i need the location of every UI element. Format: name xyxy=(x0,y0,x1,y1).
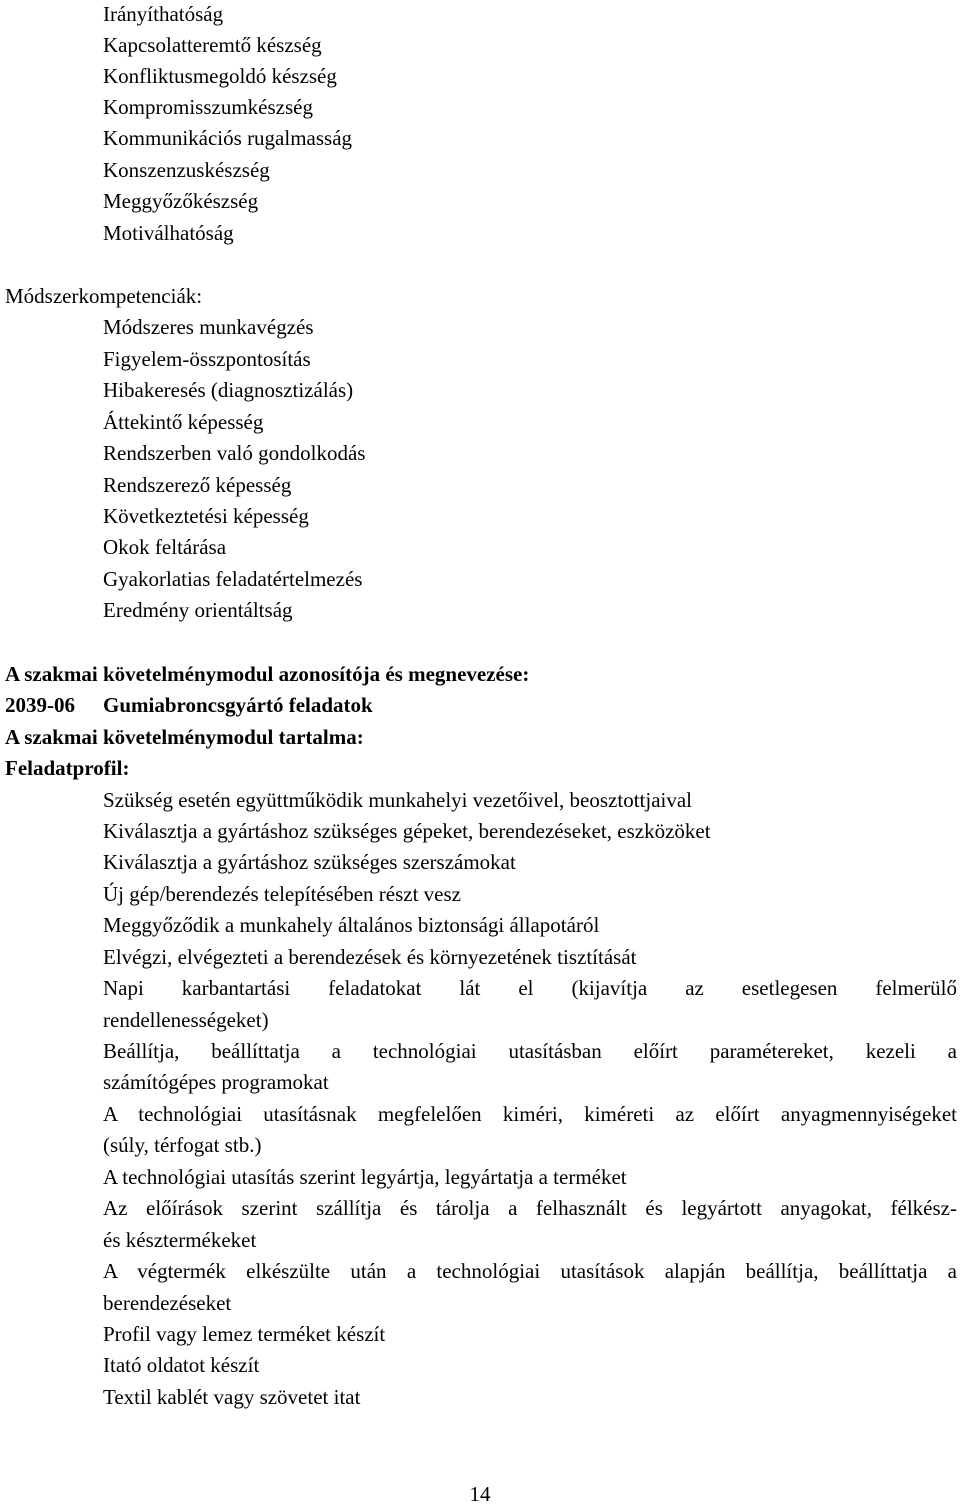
task-item-continuation: (súly, térfogat stb.) xyxy=(103,1133,262,1157)
method-skill-item: Következtetési képesség xyxy=(103,504,309,528)
soft-skill-item: Meggyőzőkészség xyxy=(103,189,259,213)
task-item: Napi karbantartási feladatokat lát el (kijavítja az esetlegesen felmerülő xyxy=(103,976,957,1000)
soft-skill-item: Kommunikációs rugalmasság xyxy=(103,126,353,150)
method-competences-heading: Módszerkompetenciák: xyxy=(5,284,203,308)
soft-skill-item: Kompromisszumkészség xyxy=(103,95,313,119)
method-skill-item: Rendszerben való gondolkodás xyxy=(103,441,366,465)
task-item: Kiválasztja a gyártáshoz szükséges gépeket, berendezéseket, eszközöket xyxy=(103,819,711,843)
task-item-continuation: berendezéseket xyxy=(103,1291,232,1315)
soft-skill-item: Motiválhatóság xyxy=(103,221,234,245)
module-content-heading: A szakmai követelménymodul tartalma: xyxy=(5,725,364,749)
task-item: A végtermék elkészülte után a technológiai utasítások alapján beállítja, beállíttatja a xyxy=(103,1259,957,1283)
module-name: Gumiabroncsgyártó feladatok xyxy=(103,693,373,717)
task-item-continuation: számítógépes programokat xyxy=(103,1070,329,1094)
task-item: Új gép/berendezés telepítésében részt vesz xyxy=(103,882,461,906)
task-item: Beállítja, beállíttatja a technológiai utasításban előírt paramétereket, kezeli a xyxy=(103,1039,957,1063)
method-skill-item: Hibakeresés (diagnosztizálás) xyxy=(103,378,354,402)
soft-skill-item: Irányíthatóság xyxy=(103,2,224,26)
soft-skill-item: Konfliktusmegoldó készség xyxy=(103,64,337,88)
task-profile-heading: Feladatprofil: xyxy=(5,756,130,780)
task-item: Szükség esetén együttműködik munkahelyi vezetőivel, beosztottjaival xyxy=(103,788,693,812)
task-item: Elvégzi, elvégezteti a berendezések és környezetének tisztítását xyxy=(103,945,637,969)
task-item-continuation: rendellenességeket) xyxy=(103,1008,269,1032)
method-skill-item: Áttekintő képesség xyxy=(103,410,264,434)
method-skill-item: Figyelem-összpontosítás xyxy=(103,347,311,371)
module-id-heading: A szakmai követelménymodul azonosítója és megnevezése: xyxy=(5,662,530,686)
method-skill-item: Eredmény orientáltság xyxy=(103,598,293,622)
page-number: 14 xyxy=(469,1482,491,1506)
task-item: A technológiai utasításnak megfelelően kiméri, kiméreti az előírt anyagmennyiségeket xyxy=(103,1102,957,1126)
method-skill-item: Rendszerező képesség xyxy=(103,473,292,497)
soft-skill-item: Kapcsolatteremtő készség xyxy=(103,33,322,57)
soft-skill-item: Konszenzuskészség xyxy=(103,158,270,182)
task-item: Textil kablét vagy szövetet itat xyxy=(103,1385,361,1409)
task-item: Profil vagy lemez terméket készít xyxy=(103,1322,386,1346)
task-item: A technológiai utasítás szerint legyártja, legyártatja a terméket xyxy=(103,1165,627,1189)
task-item: Az előírások szerint szállítja és tárolja a felhasznált és legyártott anyagokat, félkész- xyxy=(103,1196,957,1220)
task-item: Kiválasztja a gyártáshoz szükséges szerszámokat xyxy=(103,850,516,874)
task-item: Itató oldatot készít xyxy=(103,1353,260,1377)
module-code: 2039-06 xyxy=(5,693,75,717)
method-skill-item: Okok feltárása xyxy=(103,535,227,559)
task-item-continuation: és késztermékeket xyxy=(103,1228,257,1252)
method-skill-item: Gyakorlatias feladatértelmezés xyxy=(103,567,363,591)
task-item: Meggyőződik a munkahely általános biztonsági állapotáról xyxy=(103,913,600,937)
method-skill-item: Módszeres munkavégzés xyxy=(103,315,314,339)
